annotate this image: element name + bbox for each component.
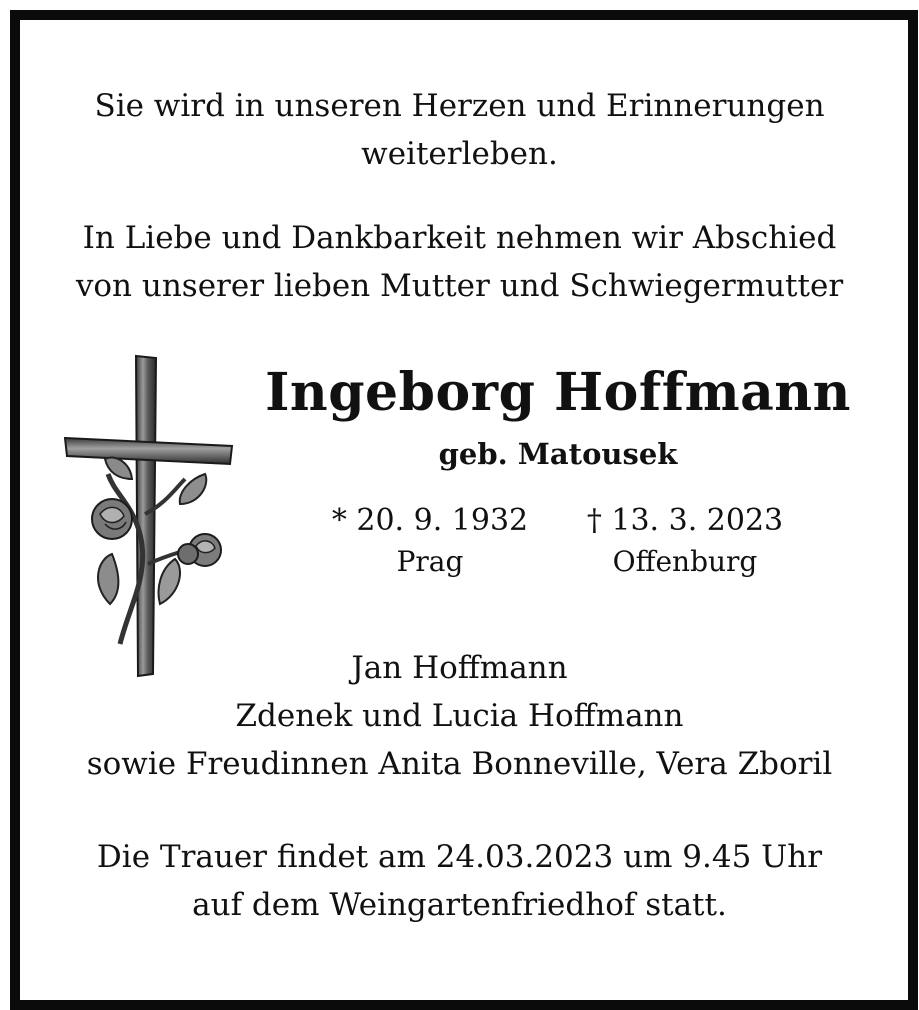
maiden-name: geb. Matousek [438,437,678,471]
intro-line-2: weiterleben. [361,136,558,172]
funeral-notice [0,833,919,929]
farewell-text [0,214,919,310]
death-place: Offenburg [612,545,758,578]
family-member: Jan Hoffmann [351,650,568,686]
family-member: sowie Freudinnen Anita Bonneville, Vera Zboril [86,746,833,782]
birth-date: * 20. 9. 1932 [331,503,529,538]
family-list [0,644,919,788]
intro-text [0,82,919,178]
farewell-line-1: In Liebe und Dankbarkeit nehmen wir Abschied [82,220,837,256]
funeral-line-1: Die Trauer findet am 24.03.2023 um 9.45 Uhr [96,839,823,875]
farewell-line-2: von unserer lieben Mutter und Schwiegermutter [75,268,844,304]
funeral-line-2: auf dem Weingartenfriedhof statt. [192,887,727,923]
deceased-name: Ingeborg Hoffmann [265,362,851,423]
cross-with-roses-icon [60,354,240,684]
family-member: Zdenek und Lucia Hoffmann [235,698,684,734]
intro-line-1: Sie wird in unseren Herzen und Erinnerungen [94,88,825,124]
death-date: † 13. 3. 2023 [586,503,784,538]
birth-place: Prag [396,545,464,578]
